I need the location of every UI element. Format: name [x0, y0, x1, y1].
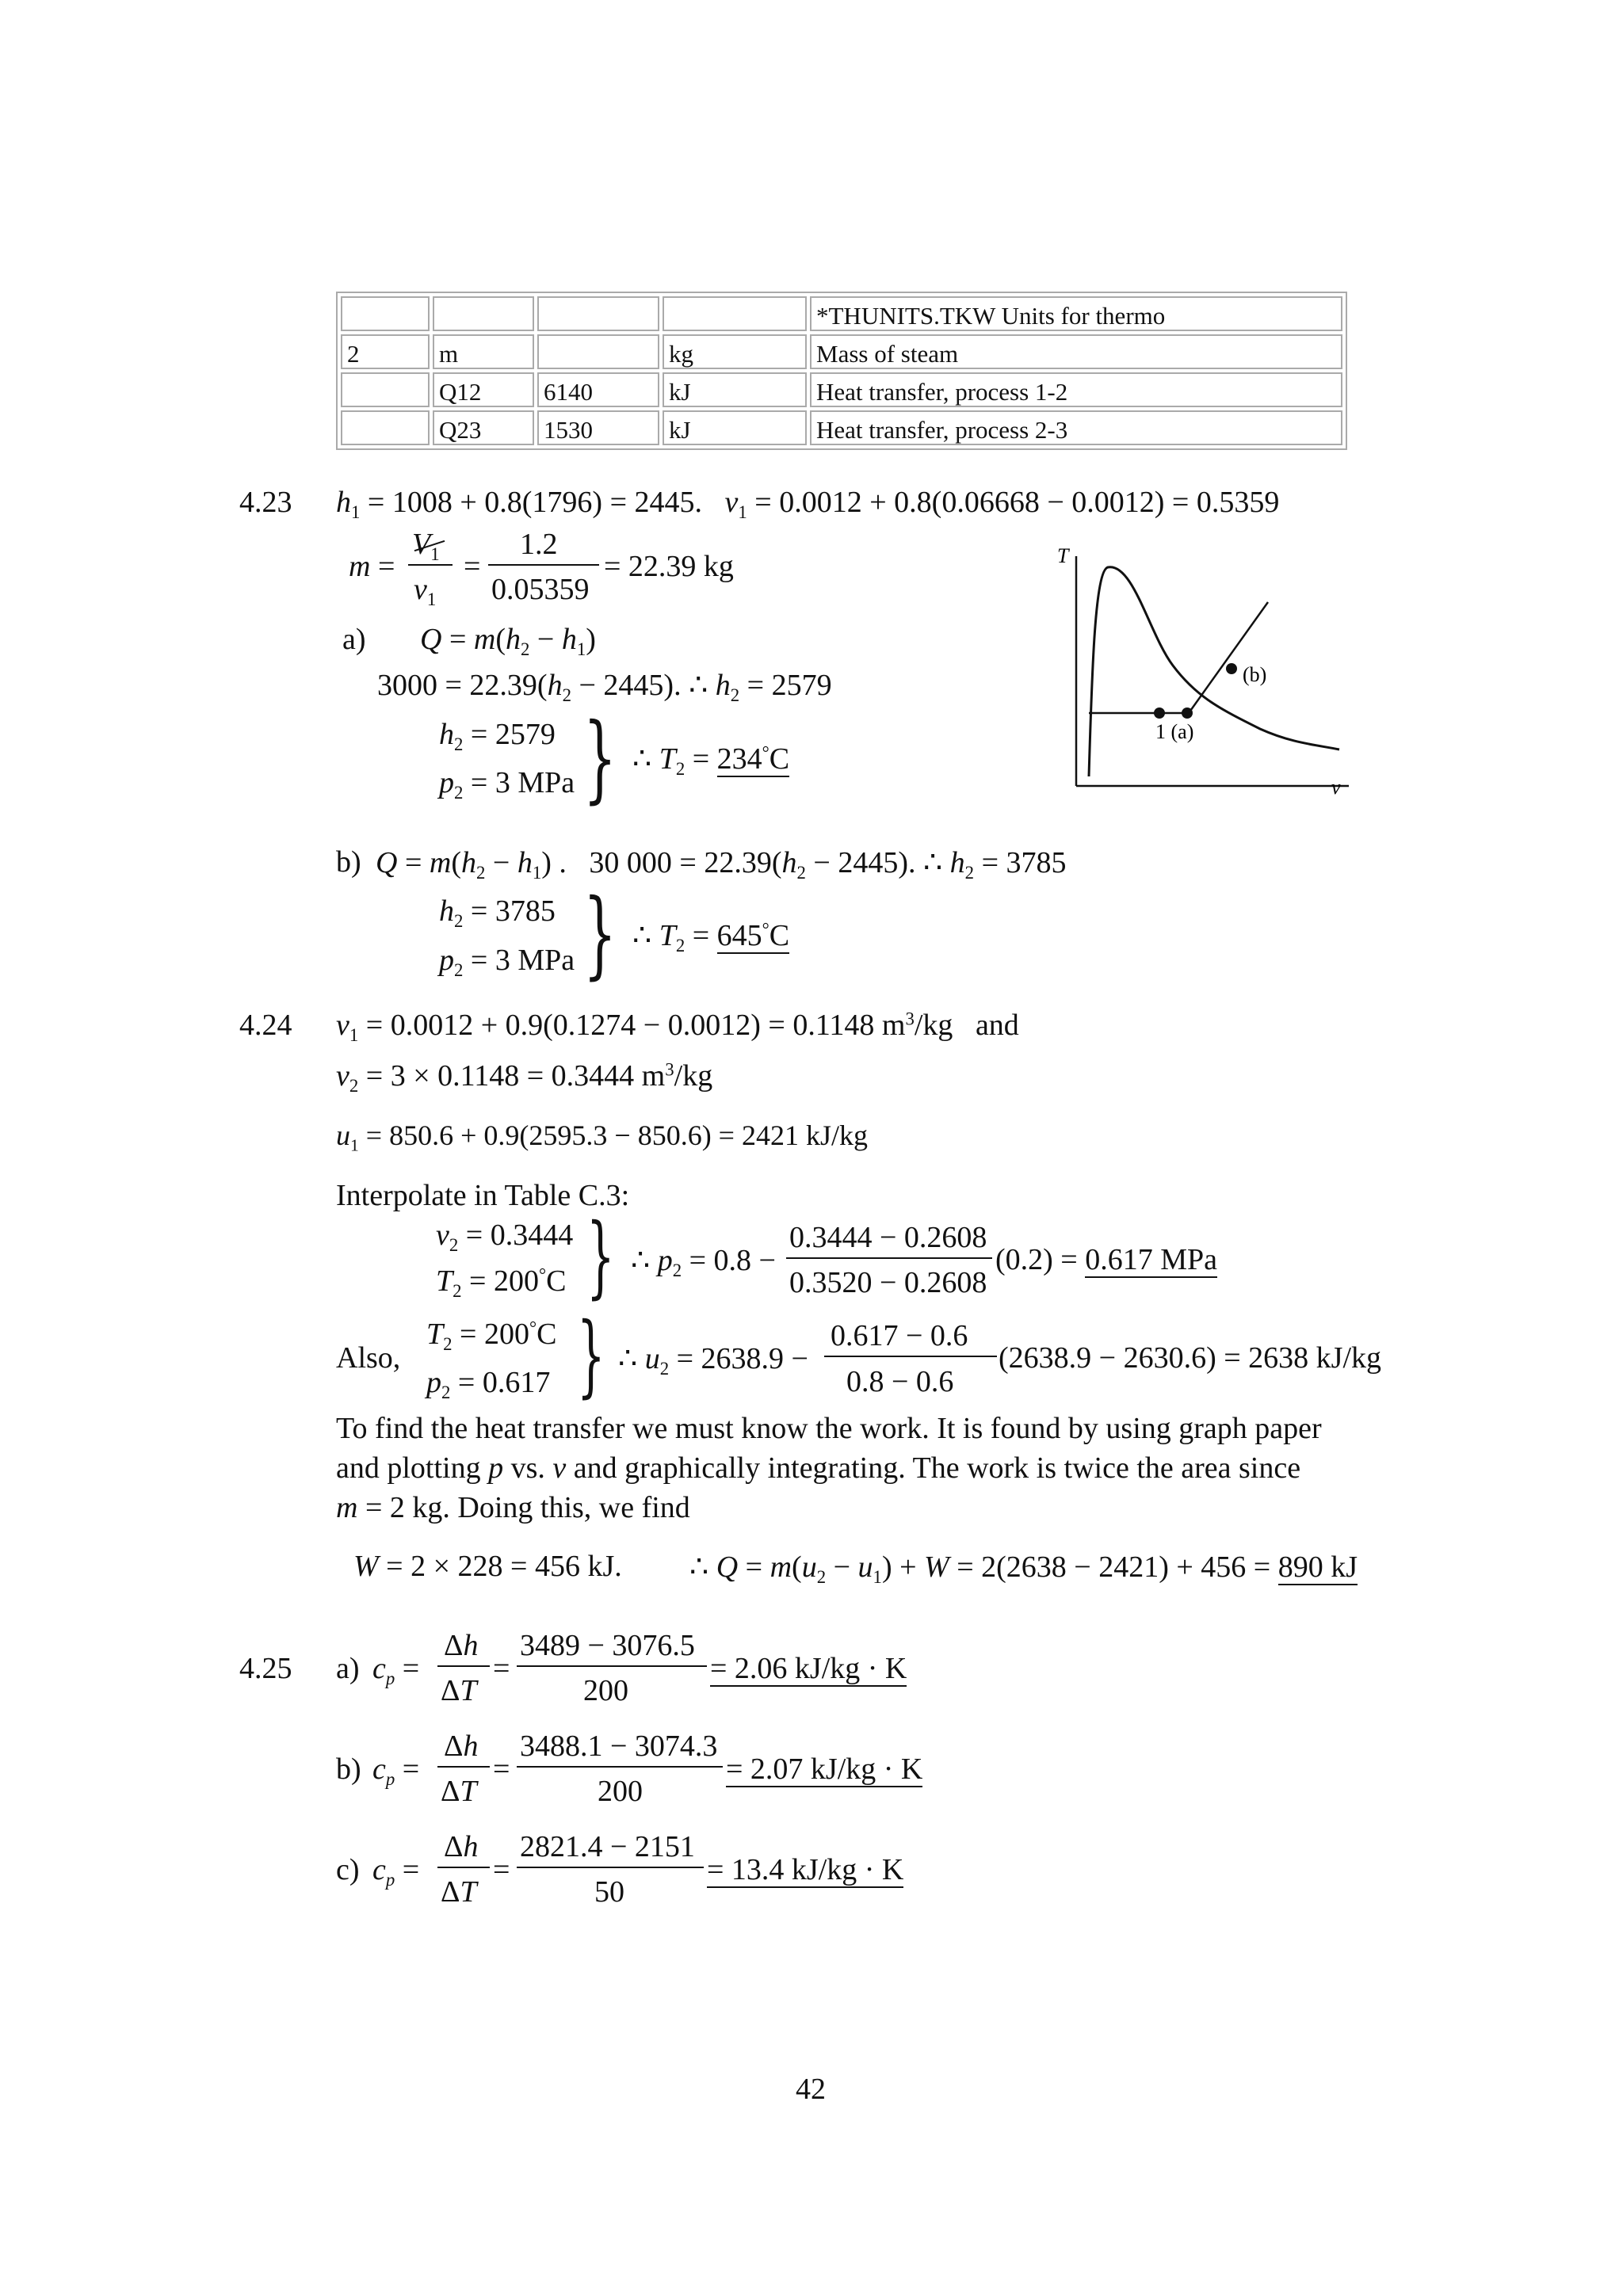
table-cell: Q12 [433, 372, 534, 407]
table-cell: 1530 [537, 410, 659, 445]
paragraph-work: To find the heat transfer we must know the work. It is found by using graph paper and plotting p vs. v and graphically integrating. The work is twice the area since m = 2 kg. Doing this, we find [336, 1412, 1322, 1524]
state-point-1 [1154, 707, 1165, 719]
equation-a-line: $3000 = 22.39(h_2 - 2445)$. ∴ $h_2 = 2579$ [377, 669, 832, 705]
saturation-dome [1089, 567, 1339, 776]
table-cell: Heat transfer, process 2-3 [810, 410, 1342, 445]
table-cell [341, 410, 430, 445]
table-cell: *THUNITS.TKW Units for thermo [810, 296, 1342, 331]
process-line-b [1189, 602, 1268, 713]
state-point-a [1182, 707, 1193, 719]
table-cell: kJ [663, 410, 807, 445]
interpolate-text: Interpolate in Table C.3: [336, 1179, 630, 1212]
table-cell: Q23 [433, 410, 534, 445]
t-v-diagram [1046, 539, 1363, 808]
table-cell [433, 296, 534, 331]
table-cell: m [433, 334, 534, 369]
equation-heat: ∴ $Q = m(u_2 - u_1) + W = 2(2638 - 2421) + 456 = 890$ kJ [689, 1550, 1358, 1587]
table-cell: 2 [341, 334, 430, 369]
problem-number: 4.24 [239, 1009, 292, 1042]
page-number: 42 [796, 2073, 826, 2106]
label-b: (b) [1243, 663, 1267, 686]
state-point-b [1226, 663, 1237, 674]
table-cell: Heat transfer, process 1-2 [810, 372, 1342, 407]
v-axis-label: v [1331, 776, 1341, 799]
table-row [341, 334, 1342, 369]
part-b-label: b) [336, 845, 361, 879]
part-a-label: a) [342, 623, 366, 656]
equation-work: W = 2 × 228 = 456 kJ. [353, 1550, 622, 1583]
equation-q-b: $Q = m(h_2 - h_1)$ . 30 $000 = 22.39(h_2 - 2445)$. ∴ $h_2 = 3785$ [376, 846, 1067, 883]
table-cell [341, 372, 430, 407]
units-table [336, 292, 1347, 450]
label-1a: 1 (a) [1155, 720, 1194, 743]
table-cell [537, 334, 659, 369]
equation-v1: $v_1 = 0.0012 + 0.9(0.1274 - 0.0012) = 0.1148$ $m^3/kg$ and [336, 1009, 1019, 1045]
equation-q-a: $Q = m(h_2 - h_1)$ [420, 623, 596, 659]
table-cell [537, 296, 659, 331]
equation-u1: $u_1 = 850.6 + 0.9(2595.3 - 850.6) = 2421$ kJ/kg [336, 1119, 868, 1155]
equation-h1: $h_1 = 1008 + 0.8(1796) = 2445$. $v_1 = 0.0012 + 0.8(0.06668 - 0.0012) = 0.5359$ [336, 486, 1280, 522]
table-cell: Mass of steam [810, 334, 1342, 369]
table-row [341, 410, 1342, 445]
problem-number: 4.25 [239, 1652, 292, 1685]
problem-number: 4.23 [239, 486, 292, 519]
equation-v2: $v_2 = 3 \times 0.1148 = 0.3444$ $m^3/kg$ [336, 1059, 713, 1096]
table-row [341, 372, 1342, 407]
table-cell [663, 296, 807, 331]
table-cell: 6140 [537, 372, 659, 407]
table-cell: kJ [663, 372, 807, 407]
t-axis-label: T [1057, 544, 1069, 567]
table-cell [341, 296, 430, 331]
table-cell: kg [663, 334, 807, 369]
table-row [341, 296, 1342, 331]
